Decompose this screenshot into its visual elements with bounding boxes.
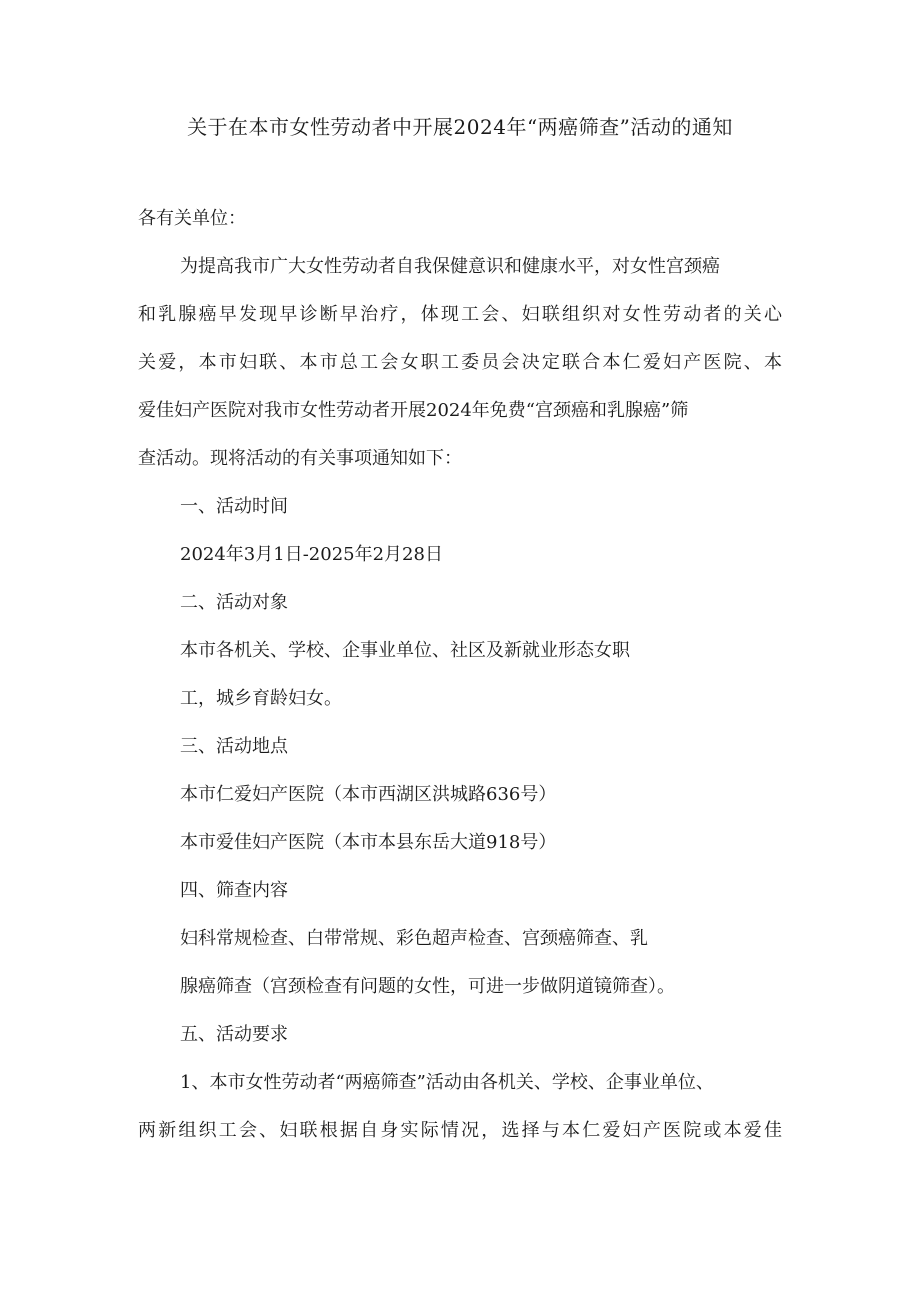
section-requirements-line-2: 两新组织工会、妇联根据自身实际情况，选择与本仁爱妇产医院或本爱佳 [138,1120,782,1141]
intro-line-3: 关爱，本市妇联、本市总工会女职工委员会决定联合本仁爱妇产医院、本 [138,352,782,373]
salutation: 各有关单位： [138,208,246,229]
section-requirements-heading: 五、活动要求 [180,1024,288,1045]
section-content-heading: 四、筛查内容 [180,880,288,901]
intro-line-2: 和乳腺癌早发现早诊断早治疗，体现工会、妇联组织对女性劳动者的关心 [138,304,782,325]
section-location-line-1: 本市仁爱妇产医院（本市西湖区洪城路636号） [180,784,557,805]
document-title: 关于在本市女性劳动者中开展2024年“两癌筛查”活动的通知 [187,115,733,139]
section-target-line-1: 本市各机关、学校、企事业单位、社区及新就业形态女职 [180,640,630,661]
section-target-heading: 二、活动对象 [180,592,288,613]
intro-line-4: 爱佳妇产医院对我市女性劳动者开展2024年免费“宫颈癌和乳腺癌”筛 [138,400,689,421]
section-content-line-2: 腺癌筛查（宫颈检查有问题的女性，可进一步做阴道镜筛查）。 [180,976,675,997]
section-content-line-1: 妇科常规检查、白带常规、彩色超声检查、宫颈癌筛查、乳 [180,928,648,949]
intro-line-1: 为提高我市广大女性劳动者自我保健意识和健康水平，对女性宫颈癌 [180,256,720,277]
section-time-heading: 一、活动时间 [180,496,288,517]
section-target-line-2: 工，城乡育龄妇女。 [180,688,342,709]
section-location-line-2: 本市爱佳妇产医院（本市本县东岳大道918号） [180,832,557,853]
section-location-heading: 三、活动地点 [180,736,288,757]
section-time-value: 2024年3月1日-2025年2月28日 [180,544,443,565]
section-requirements-line-1: 1、本市女性劳动者“两癌筛查”活动由各机关、学校、企事业单位、 [180,1072,714,1093]
intro-line-5: 查活动。现将活动的有关事项通知如下： [138,448,462,469]
